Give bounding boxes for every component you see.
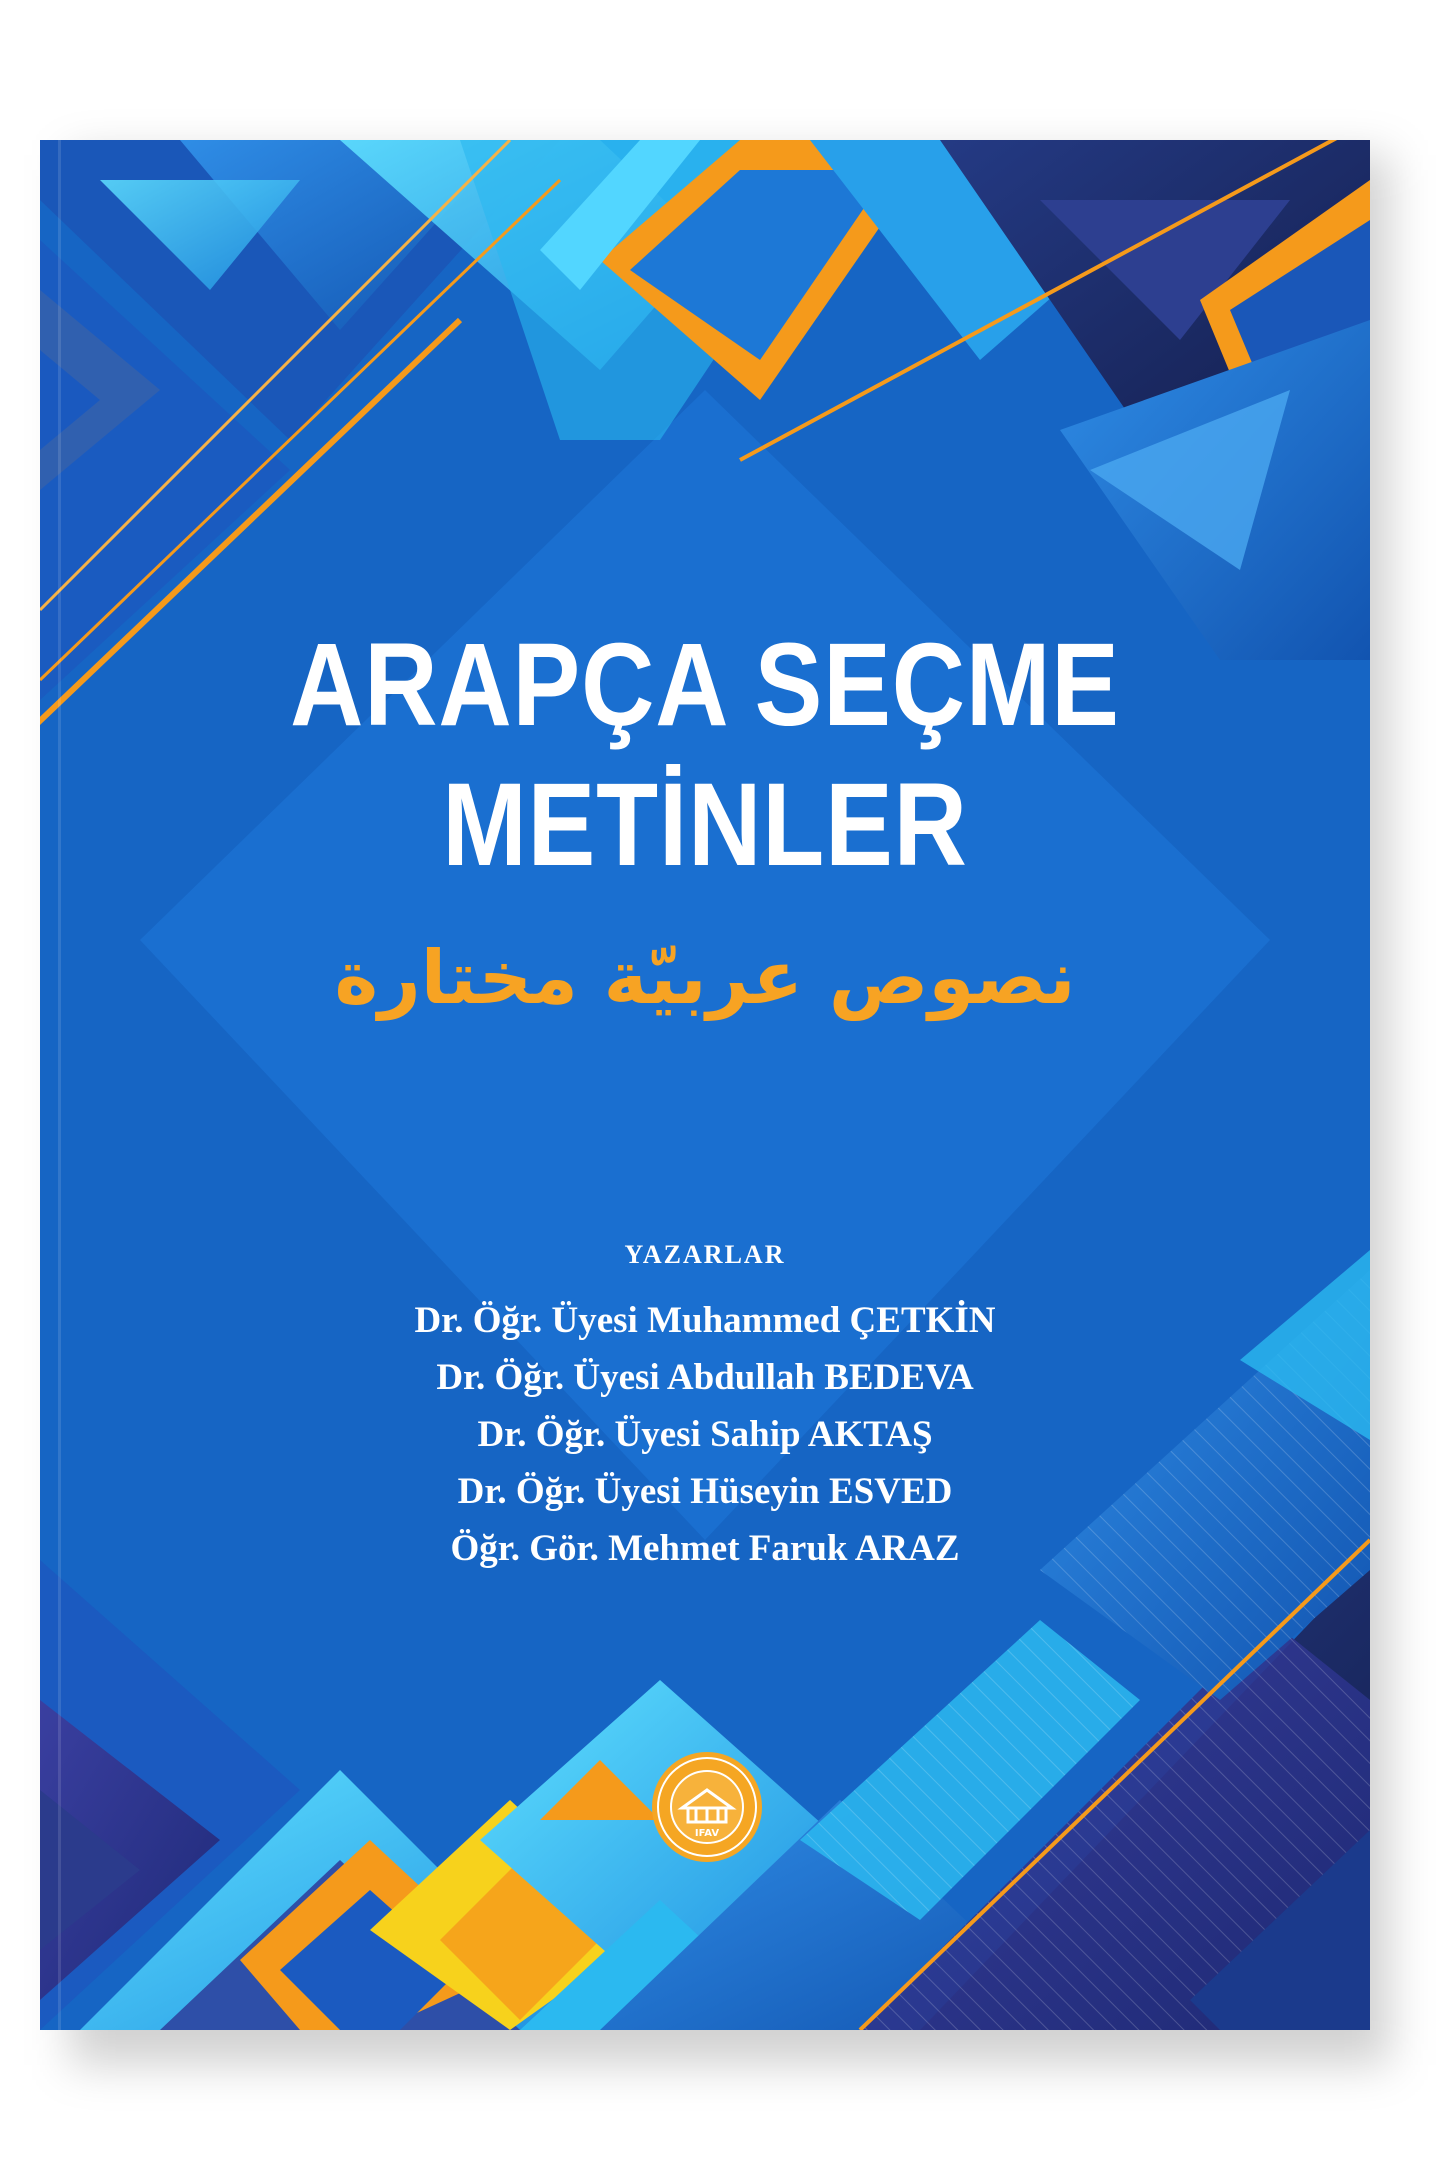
authors-block [40, 1238, 1370, 1577]
book-title-line-1: ARAPÇA SEÇME [290, 619, 1120, 751]
book-title-line-2: METİNLER [442, 759, 968, 891]
publisher-logo-text: IFAV [694, 1828, 720, 1839]
author-name: Öğr. Gör. Mehmet Faruk ARAZ [450, 1528, 960, 1569]
cover-background-pattern [40, 140, 1370, 2030]
arabic-title: نصوص عربيّة مختارة [334, 935, 1076, 1021]
author-name: Dr. Öğr. Üyesi Abdullah BEDEVA [436, 1357, 974, 1398]
book-cover [40, 140, 1370, 2030]
spine-highlight [58, 140, 61, 2030]
author-name: Dr. Öğr. Üyesi Sahip AKTAŞ [477, 1414, 933, 1455]
author-name: Dr. Öğr. Üyesi Hüseyin ESVED [457, 1471, 953, 1512]
publisher-seal-icon [650, 1750, 764, 1864]
authors-heading: YAZARLAR [624, 1240, 786, 1269]
author-name: Dr. Öğr. Üyesi Muhammed ÇETKİN [414, 1300, 996, 1341]
